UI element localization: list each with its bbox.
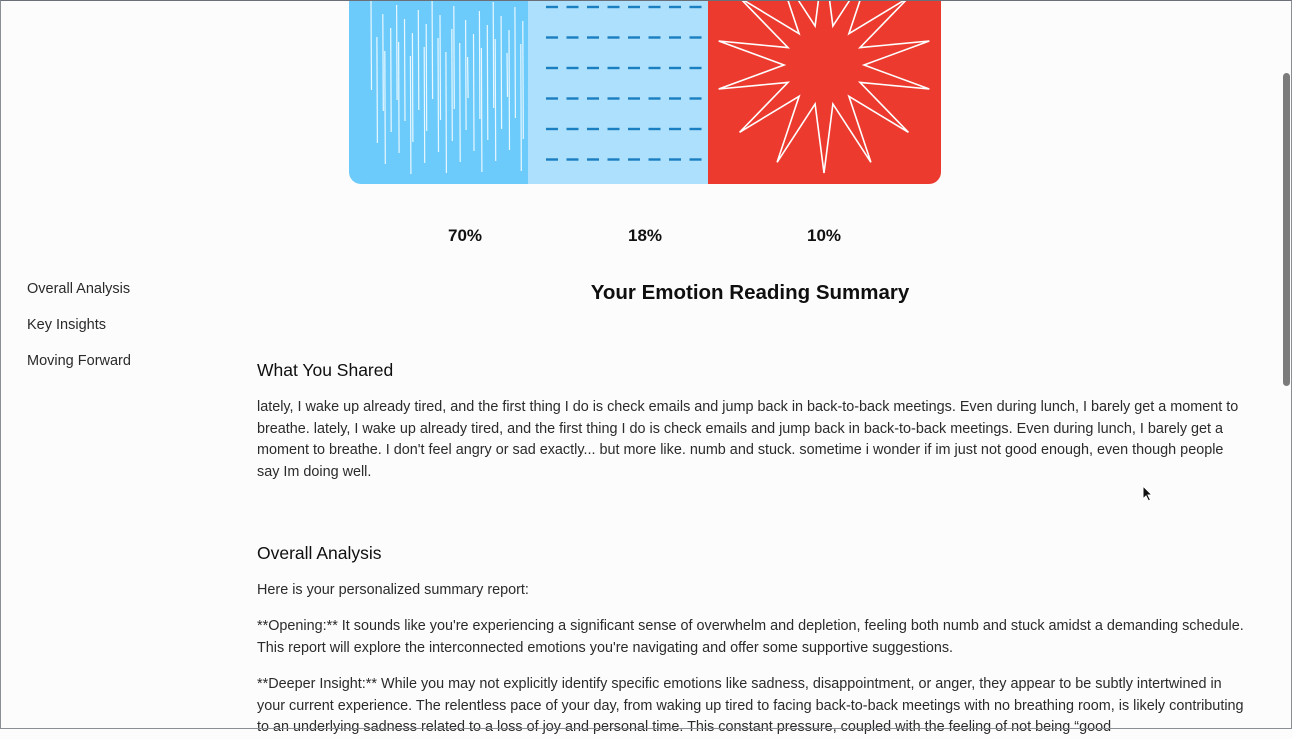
analysis-opening: **Opening:** It sounds like you're experiencing a significant sense of overwhelm and depletion, feeling both numb and stuck amidst a demanding schedule. This report will explore the interconnected emotions you're navigating and offer some supportive suggestions. (257, 618, 1244, 656)
percent-label-2: 18% (627, 226, 663, 245)
page-title: Your Emotion Reading Summary (590, 281, 910, 304)
scrollbar-thumb[interactable] (1283, 73, 1290, 386)
emotion-panel-2 (528, 0, 709, 184)
emotion-panel-3 (708, 0, 941, 184)
nav-key-insights[interactable]: Key Insights (27, 317, 106, 333)
analysis-heading: Overall Analysis (257, 543, 382, 563)
emotion-visualization (349, 0, 941, 184)
shared-text: lately, I wake up already tired, and the first thing I do is check emails and jump back in back-to-back meetings. Even during lunch, I barely get a moment to breathe. lately, I wake up already tired, and the first thing I do is check emails and jump back in back-to-back meetings. Even during lunch, I barely get a moment to breathe. I don't feel angry or sad exactly... but more like. numb and stuck. sometime i wonder if im just not good enough, even though people say Im doing well. (257, 399, 1239, 480)
analysis-intro: Here is your personalized summary report: (257, 582, 529, 598)
percent-label-1: 70% (447, 226, 483, 245)
analysis-deeper-insight: **Deeper Insight:** While you may not explicitly identify specific emotions like sadness, disappointment, or anger, they appear to be subtly intertwined in your current experience. The relentless pace of your day, from waking up tired to facing back-to-back meetings with no breathing room, is likely contributing to an underlying sadness related to a loss of joy and personal time. This constant pressure, coupled with the feeling of not being “good (257, 676, 1244, 736)
nav-overall-analysis[interactable]: Overall Analysis (27, 281, 131, 297)
nav-moving-forward[interactable]: Moving Forward (27, 353, 131, 369)
mouse-cursor-icon (1142, 485, 1154, 503)
shared-heading: What You Shared (257, 360, 394, 380)
section-nav (27, 279, 131, 387)
percent-label-3: 10% (806, 226, 842, 245)
